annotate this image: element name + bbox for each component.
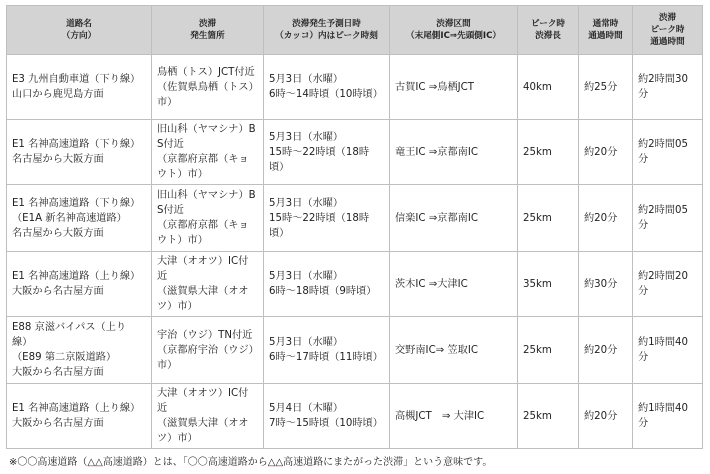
cell-road: E3 九州自動車道（下り線） 山口から鹿児島方面: [7, 55, 152, 120]
cell-peak-time: 約2時間05分: [633, 185, 703, 252]
cell-normal-time: 約20分: [579, 185, 633, 252]
header-peak-time: 渋滞 ピーク時 通過時間: [633, 6, 703, 55]
table-row: [7, 384, 703, 449]
header-normal-time: 通常時 通過時間: [579, 6, 633, 55]
cell-road: E1 名神高速道路（下り線） 名古屋から大阪方面: [7, 120, 152, 185]
cell-location: 大津（オオツ）IC付近 （滋賀県大津（オオツ）市）: [152, 384, 264, 449]
cell-normal-time: 約20分: [579, 120, 633, 185]
table-row: [7, 252, 703, 317]
cell-peak-time: 約1時間40分: [633, 317, 703, 384]
cell-location: 旧山科（ヤマシナ）BS付近 （京都府京都（キョウト）市）: [152, 120, 264, 185]
cell-datetime: 5月3日（水曜） 15時～22時頃（18時頃）: [264, 185, 390, 252]
table-row: [7, 317, 703, 384]
cell-peak-length: 25km: [518, 317, 579, 384]
cell-datetime: 5月4日（木曜） 7時～15時頃（10時頃）: [264, 384, 390, 449]
cell-peak-length: 35km: [518, 252, 579, 317]
congestion-table: [6, 5, 703, 449]
cell-location: 大津（オオツ）IC付近 （滋賀県大津（オオツ）市）: [152, 252, 264, 317]
cell-normal-time: 約25分: [579, 55, 633, 120]
header-row: [7, 6, 703, 55]
cell-peak-length: 25km: [518, 120, 579, 185]
cell-datetime: 5月3日（水曜） 6時～18時頃（9時頃）: [264, 252, 390, 317]
cell-peak-length: 40km: [518, 55, 579, 120]
cell-section: 古賀IC ⇒鳥栖JCT: [390, 55, 518, 120]
cell-location: 宇治（ウジ）TN付近 （京都府宇治（ウジ）市）: [152, 317, 264, 384]
header-peak-length: ピーク時 渋滞長: [518, 6, 579, 55]
cell-peak-time: 約1時間40分: [633, 384, 703, 449]
cell-section: 竜王IC ⇒京都南IC: [390, 120, 518, 185]
cell-peak-time: 約2時間05分: [633, 120, 703, 185]
cell-section: 信楽IC ⇒京都南IC: [390, 185, 518, 252]
cell-road: E1 名神高速道路（下り線） （E1A 新名神高速道路） 名古屋から大阪方面: [7, 185, 152, 252]
table-row: [7, 55, 703, 120]
cell-normal-time: 約20分: [579, 317, 633, 384]
cell-datetime: 5月3日（水曜） 15時～22時頃（18時頃）: [264, 120, 390, 185]
cell-road: E88 京滋バイパス（上り線） （E89 第二京阪道路） 大阪から名古屋方面: [7, 317, 152, 384]
cell-normal-time: 約30分: [579, 252, 633, 317]
cell-location: 旧山科（ヤマシナ）BS付近 （京都府京都（キョウト）市）: [152, 185, 264, 252]
cell-datetime: 5月3日（水曜） 6時～17時頃（11時頃）: [264, 317, 390, 384]
cell-road: E1 名神高速道路（上り線） 大阪から名古屋方面: [7, 384, 152, 449]
cell-section: 交野南IC⇒ 笠取IC: [390, 317, 518, 384]
header-section: 渋滞区間 （末尾側IC⇒先頭側IC）: [390, 6, 518, 55]
cell-peak-length: 25km: [518, 384, 579, 449]
cell-normal-time: 約20分: [579, 384, 633, 449]
cell-peak-time: 約2時間20分: [633, 252, 703, 317]
table-row: [7, 120, 703, 185]
cell-section: 高槻JCT ⇒ 大津IC: [390, 384, 518, 449]
header-location: 渋滞 発生箇所: [152, 6, 264, 55]
cell-location: 鳥栖（トス）JCT付近 （佐賀県鳥栖（トス）市）: [152, 55, 264, 120]
cell-datetime: 5月3日（水曜） 6時～14時頃（10時頃）: [264, 55, 390, 120]
table-row: [7, 185, 703, 252]
header-road: 道路名 （方向）: [7, 6, 152, 55]
header-datetime: 渋滞発生予測日時 （カッコ）内はピーク時刻: [264, 6, 390, 55]
footnote: ※〇〇高速道路（△△高速道路）とは、「〇〇高速道路から△△高速道路にまたがった渋滞」という意味です。: [9, 457, 493, 468]
cell-peak-time: 約2時間30分: [633, 55, 703, 120]
cell-road: E1 名神高速道路（上り線） 大阪から名古屋方面: [7, 252, 152, 317]
cell-peak-length: 25km: [518, 185, 579, 252]
cell-section: 茨木IC ⇒大津IC: [390, 252, 518, 317]
